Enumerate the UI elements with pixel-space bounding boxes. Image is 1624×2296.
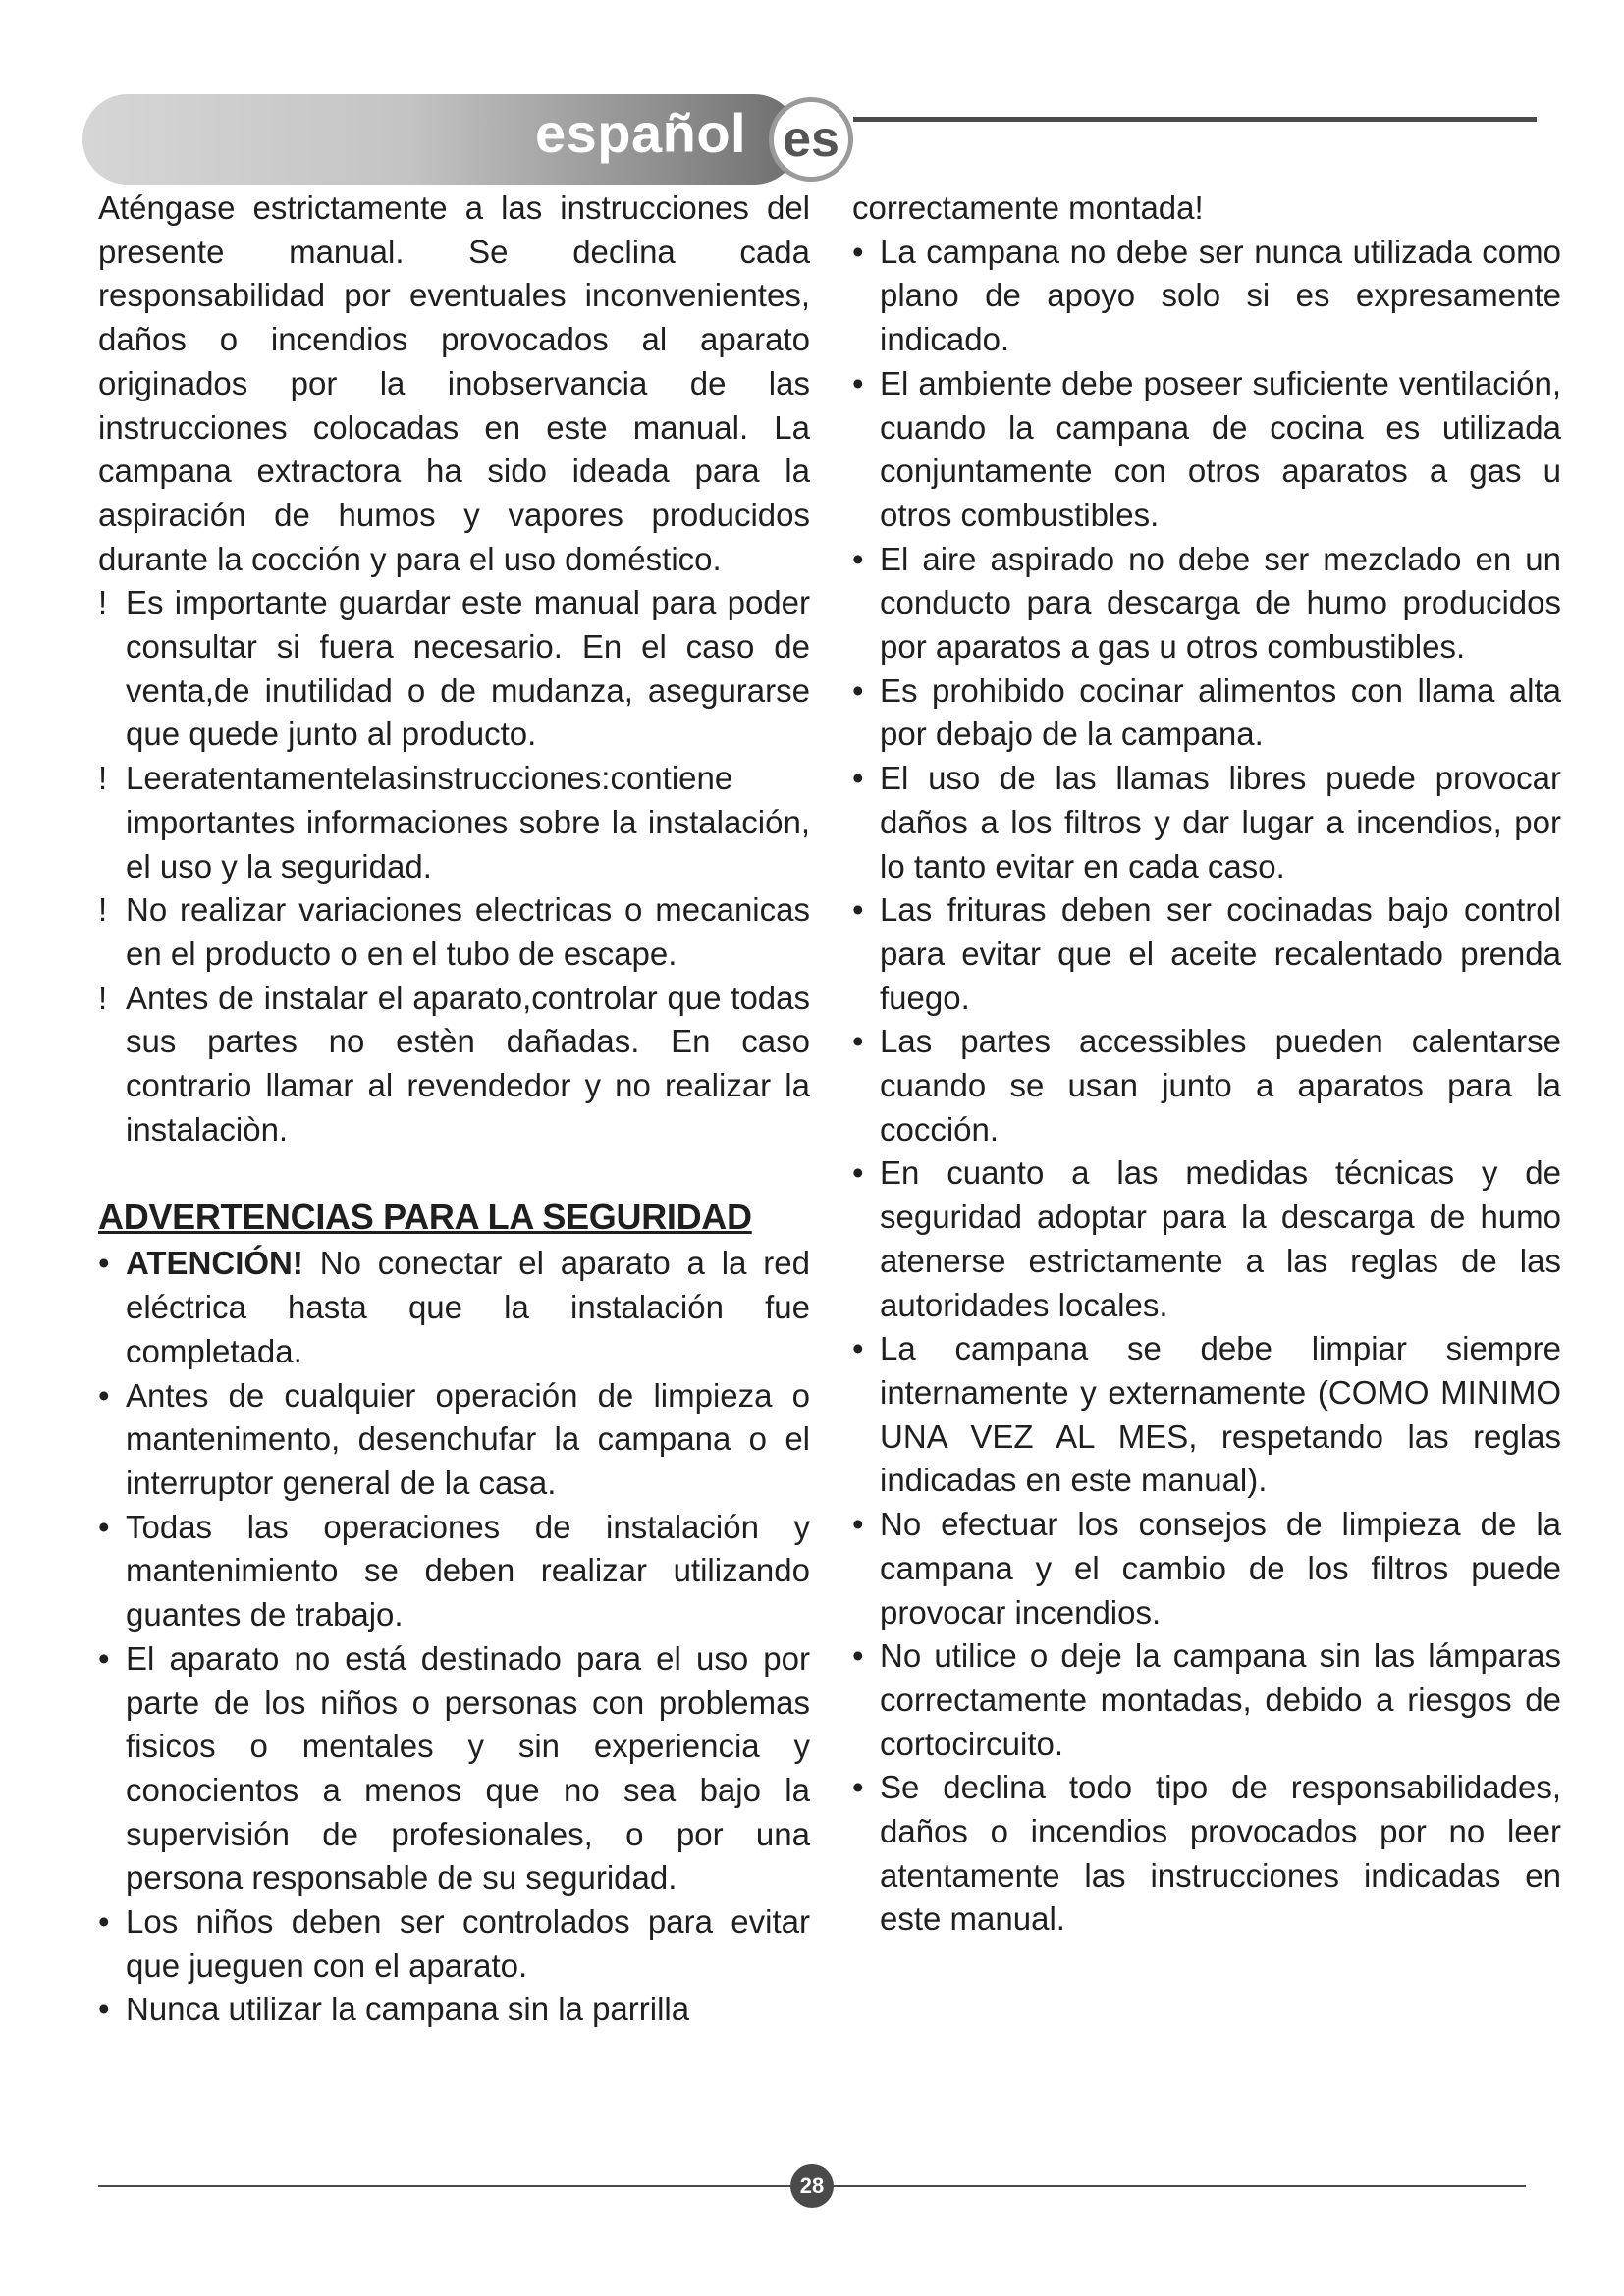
safety-text: La campana se debe limpiar siempre internamente y externamente (COMO MINIMO UNA VEZ AL MES, respetando las reglas indicadas en este manual). — [880, 1330, 1561, 1499]
note-item — [98, 977, 810, 1152]
header-rule — [853, 117, 1537, 122]
safety-item — [852, 1634, 1561, 1766]
page-header — [0, 0, 1624, 196]
safety-item — [98, 1637, 810, 1900]
safety-item — [852, 1327, 1561, 1503]
safety-text: Se declina todo tipo de responsabilidades, daños o incendios provocados por no leer atentamente las instrucciones indicadas en este manual. — [880, 1769, 1561, 1938]
bullet-marker: • — [98, 1376, 110, 1414]
safety-item — [852, 231, 1561, 362]
bullet-marker: • — [852, 1769, 864, 1806]
safety-item — [852, 1020, 1561, 1151]
safety-item — [852, 1151, 1561, 1327]
safety-text: No utilice o deje la campana sin las lámparas correctamente montadas, debido a riesgos de cortocircuito. — [880, 1637, 1561, 1762]
bullet-marker: • — [98, 1508, 110, 1545]
bullet-marker: • — [98, 1639, 110, 1677]
safety-item — [98, 1374, 810, 1506]
safety-text: Los niños deben ser controlados para evitar que jueguen con el aparato. — [126, 1903, 810, 1984]
left-column — [98, 187, 810, 2032]
continuation-text: correctamente montada! — [852, 189, 1204, 226]
safety-text: Las partes accessibles pueden calentarse cuando se usan junto a aparatos para la cocción. — [880, 1023, 1561, 1148]
intro-paragraph: Aténgase estrictamente a las instrucciones del presente manual. Se declina cada responsabilidad por eventuales inconvenientes, daños o incendios provocados al aparato originados por la inobservancia de las instrucciones colocadas en este manual. La campana extractora ha sido ideada para la aspiración de humos y vapores producidos durante la cocción y para el uso doméstico. — [98, 189, 810, 577]
language-label: español — [535, 102, 747, 164]
safety-text: El aparato no está destinado para el uso por parte de los niños o personas con problemas fisicos o mentales y sin experiencia y conocientos a menos que no sea bajo la supervisión de profesionales, o por una persona responsable de su seguridad. — [126, 1639, 810, 1896]
bullet-marker: • — [852, 364, 864, 401]
bullet-marker: • — [852, 891, 864, 929]
safety-item — [852, 757, 1561, 888]
exclamation-marker: ! — [98, 891, 108, 929]
note-text: Antes de instalar el aparato,controlar que todas sus partes no estèn dañadas. En caso contrario llamar al revendedor y no realizar la instalaciòn. — [126, 979, 810, 1148]
note-text: No realizar variaciones electricas o mecanicas en el producto o en el tubo de escape. — [126, 891, 810, 972]
safety-item — [852, 538, 1561, 669]
page-number: 28 — [790, 2164, 834, 2208]
note-item — [98, 757, 810, 888]
exclamation-marker: ! — [98, 760, 108, 797]
exclamation-marker: ! — [98, 979, 108, 1016]
safety-item — [98, 1242, 810, 1373]
safety-text: Nunca utilizar la campana sin la parrilla — [126, 1991, 690, 2028]
note-text: Leeratentamentelasinstrucciones:contiene importantes informaciones sobre la instalación, el uso y la seguridad. — [126, 760, 810, 884]
right-column — [852, 187, 1561, 1942]
safety-text: Todas las operaciones de instalación y mantenimiento se deben realizar utilizando guantes de trabajo. — [126, 1508, 810, 1633]
bullet-marker: • — [852, 1330, 864, 1367]
language-code-badge — [769, 97, 853, 182]
bullet-marker: • — [98, 1245, 110, 1282]
warning-lead: ATENCIÓN! — [126, 1245, 303, 1282]
bullet-marker: • — [852, 1154, 864, 1192]
bullet-marker: • — [852, 671, 864, 709]
note-item — [98, 888, 810, 976]
safety-text: El aire aspirado no debe ser mezclado en un conducto para descarga de humo producidos por aparatos a gas u otros combustibles. — [880, 540, 1561, 666]
exclamation-marker: ! — [98, 584, 108, 621]
bullet-marker: • — [852, 760, 864, 797]
safety-item — [852, 362, 1561, 538]
bullet-marker: • — [98, 1991, 110, 2028]
bullet-marker: • — [98, 1903, 110, 1941]
safety-text: Las frituras deben ser cocinadas bajo control para evitar que el aceite recalentado prenda fuego. — [880, 891, 1561, 1016]
safety-item — [852, 1503, 1561, 1634]
safety-item — [852, 1766, 1561, 1942]
safety-heading: ADVERTENCIAS PARA LA SEGURIDAD — [98, 1197, 752, 1238]
safety-item — [98, 1506, 810, 1637]
safety-text: En cuanto a las medidas técnicas y de seguridad adoptar para la descarga de humo atenerse estrictamente a las reglas de las autoridades locales. — [880, 1154, 1561, 1323]
bullet-marker: • — [852, 540, 864, 577]
safety-text: La campana no debe ser nunca utilizada como plano de apoyo solo si es expresamente indicado. — [880, 233, 1561, 358]
note-item — [98, 581, 810, 757]
safety-text: No conectar el aparato a la red eléctrica hasta que la instalación fue completada. — [126, 1245, 810, 1369]
safety-item — [98, 1988, 810, 2032]
safety-item — [852, 888, 1561, 1020]
safety-text: Antes de cualquier operación de limpieza o mantenimento, desenchufar la campana o el interruptor general de la casa. — [126, 1376, 810, 1501]
safety-text: No efectuar los consejos de limpieza de la campana y el cambio de los filtros puede provocar incendios. — [880, 1506, 1561, 1630]
safety-text: El ambiente debe poseer suficiente ventilación, cuando la campana de cocina es utilizada conjuntamente con otros aparatos a gas u otros combustibles. — [880, 364, 1561, 533]
language-code: es — [783, 111, 839, 168]
safety-text: El uso de las llamas libres puede provocar daños a los filtros y dar lugar a incendios, por lo tanto evitar en cada caso. — [880, 760, 1561, 884]
bullet-marker: • — [852, 1023, 864, 1060]
note-text: Es importante guardar este manual para poder consultar si fuera necesario. En el caso de venta,de inutilidad o de mudanza, asegurarse que quede junto al producto. — [126, 584, 810, 753]
safety-item — [852, 669, 1561, 757]
bullet-marker: • — [852, 1637, 864, 1675]
safety-item — [98, 1900, 810, 1988]
bullet-marker: • — [852, 1506, 864, 1543]
bullet-marker: • — [852, 233, 864, 270]
safety-text: Es prohibido cocinar alimentos con llama alta por debajo de la campana. — [880, 671, 1561, 753]
